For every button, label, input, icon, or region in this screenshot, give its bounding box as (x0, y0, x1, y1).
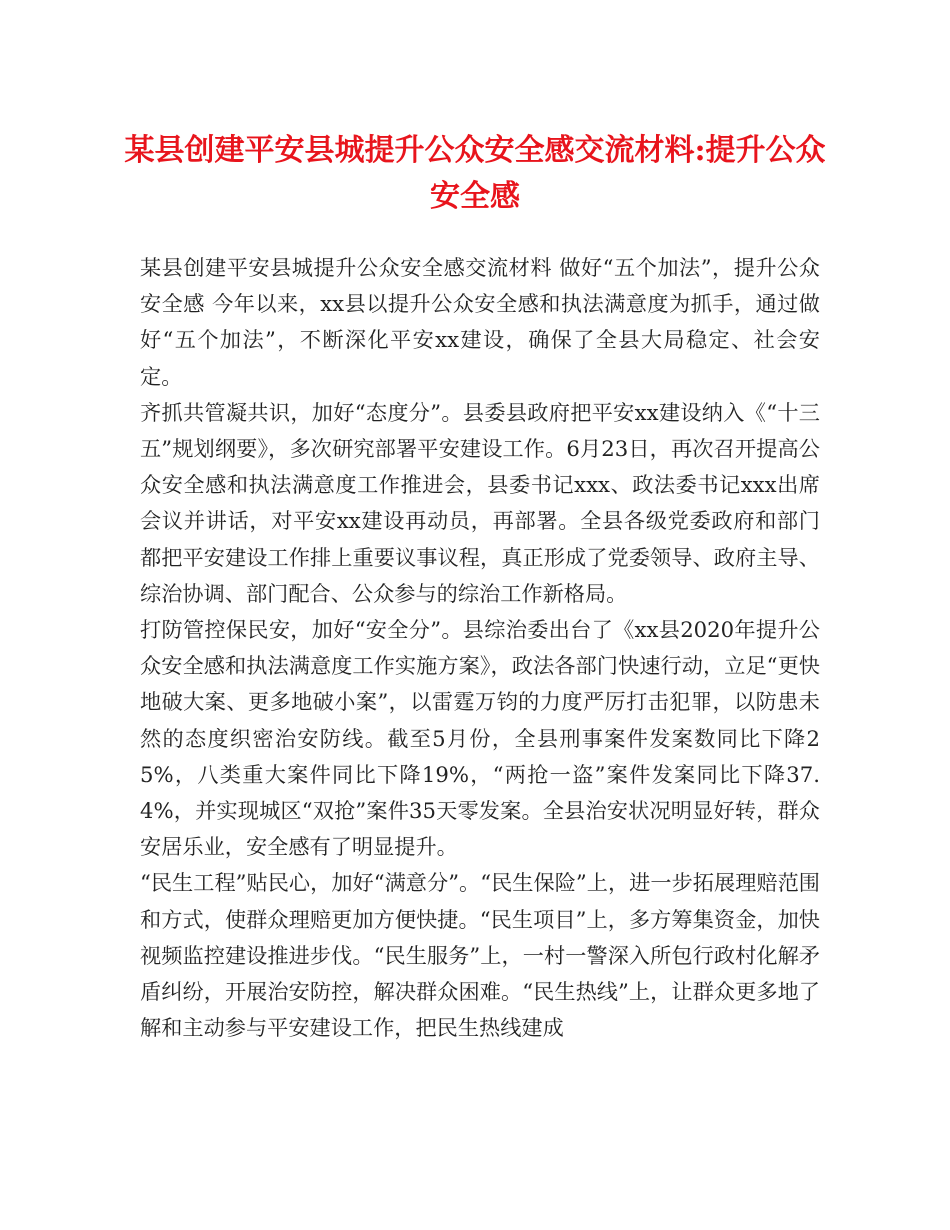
paragraph-security: 打防管控保民安，加好“安全分”。县综治委出台了《xx县2020年提升公众安全感和执法满意度工作实施方案》，政法各部门快速行动，立足“更快地破大案、更多地破小案”，以雷霆万钧的力度严厉打击犯罪，以防患未然的态度织密治安防线。截至5月份，全县刑事案件发案数同比下降25%，八类重大案件同比下降19%，“两抢一盗”案件发案同比下降37.4%，并实现城区“双抢”案件35天零发案。全县治安状况明显好转，群众安居乐业，安全感有了明显提升。 (140, 617, 820, 860)
paragraph-satisfaction: “民生工程”贴民心，加好“满意分”。“民生保险”上，进一步拓展理赔范围和方式，使群众理赔更加方便快捷。“民生项目”上，多方筹集资金，加快视频监控建设推进步伐。“民生服务”上，一村一警深入所包行政村化解矛盾纠纷，开展治安防控，解决群众困难。“民生热线”上，让群众更多地了解和主动参与平安建设工作，把民生热线建成 (140, 870, 820, 1041)
document-body (140, 250, 820, 1046)
paragraph-intro: 某县创建平安县城提升公众安全感交流材料 做好“五个加法”，提升公众安全感 今年以来，xx县以提升公众安全感和执法满意度为抓手，通过做好“五个加法”，不断深化平安xx建设，确保了全县大局稳定、社会安定。 (140, 255, 820, 389)
paragraph-attitude: 齐抓共管凝共识，加好“态度分”。县委县政府把平安xx建设纳入《“十三五”规划纲要》，多次研究部署平安建设工作。6月23日，再次召开提高公众安全感和执法满意度工作推进会，县委书记xxx、政法委书记xxx出席会议并讲话，对平安xx建设再动员，再部署。全县各级党委政府和部门都把平安建设工作排上重要议事议程，真正形成了党委领导、政府主导、综治协调、部门配合、公众参与的综治工作新格局。 (140, 399, 820, 606)
document-title: 某县创建平安县城提升公众安全感交流材料:提升公众安全感 (124, 133, 826, 214)
